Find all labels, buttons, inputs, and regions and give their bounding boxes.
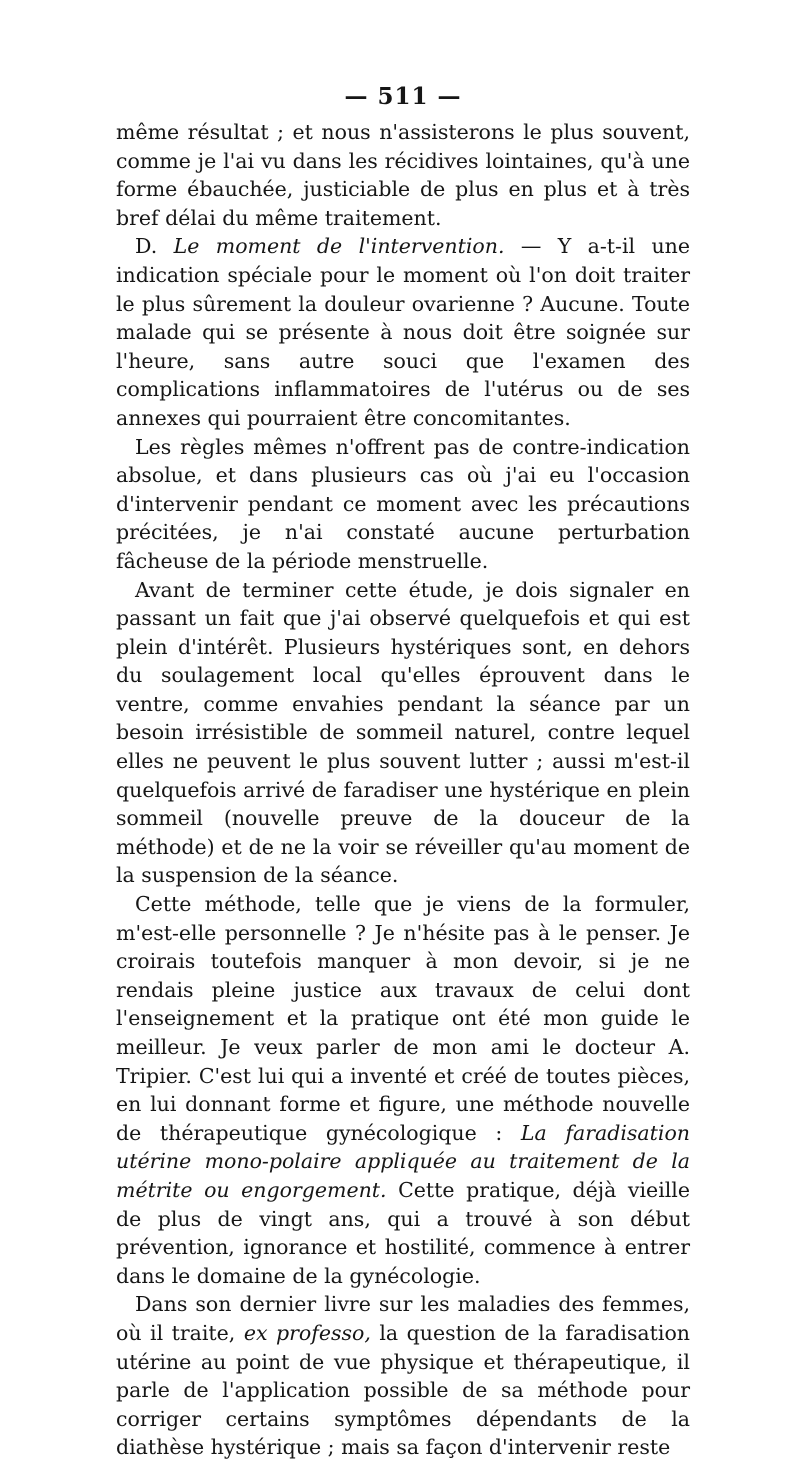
paragraph-text: Cette pratique, déjà vieille de plus de vingt ans, qui a trouvé à son début prévention, ignorance et hostilité, commence à entrer dans le domaine de la gynécologie. <box>116 1177 690 1288</box>
paragraph-dernier-livre <box>116 1290 690 1462</box>
section-title: Le moment de l'intervention. <box>173 234 505 259</box>
paragraph-text: Dans son dernier livre sur les maladies des femmes, où il traite, <box>116 1292 690 1345</box>
page-number: — 511 — <box>344 83 462 110</box>
paragraph-text: Avant de terminer cette étude, je dois signaler en passant un fait que j'ai observé quelquefois et qui est plein d'intérêt. Plusieurs hystériques sont, en dehors du soulagement local qu'elles éprouvent dans le ventre, comme envahies pendant la séance par un besoin irrésistible de sommeil naturel, contre lequel elles ne peuvent le plus souvent lutter ; aussi m'est-il quelquefois arrivé de faradiser une hystérique en plein sommeil (nouvelle preuve de la douceur de la méthode) et de ne la voir se réveiller qu'au moment de la suspension de la séance. <box>116 577 690 888</box>
paragraph-text: Cette méthode, telle que je viens de la formuler, m'est-elle personnelle ? Je n'hésite pas à le penser. Je croirais toutefois manquer à mon devoir, si je ne rendais pleine justice aux travaux de celui dont l'enseignement et la pratique ont été mon guide le meilleur. Je veux parler de mon ami le docteur A. Tripier. C'est lui qui a inventé et créé de toutes pièces, en lui donnant forme et figure, une méthode nouvelle de thérapeutique gynécologique : <box>116 892 690 1145</box>
book-page <box>116 82 690 1462</box>
paragraph-text: même résultat ; et nous n'assisterons le plus souvent, comme je l'ai vu dans les récidives lointaines, qu'à une forme ébauchée, justiciable de plus en plus et à très bref délai du même traitement. <box>116 120 690 230</box>
italic-phrase: ex professo, <box>243 1320 371 1345</box>
italic-title: La faradisation utérine mono-polaire appliquée au traitement de la métrite ou engorgement. <box>116 1120 690 1202</box>
paragraph-avant-de-terminer <box>116 576 690 891</box>
paragraph-text: Les règles mêmes n'offrent pas de contre-indication absolue, et dans plusieurs cas où j'ai eu l'occasion d'intervenir pendant ce moment avec les précautions précitées, je n'ai constaté aucune perturbation fâcheuse de la période menstruelle. <box>116 434 690 573</box>
paragraph-section-d <box>116 232 690 432</box>
paragraph-continuation <box>116 118 690 232</box>
paragraph-cette-methode <box>116 890 690 1290</box>
paragraph-text: la question de la faradisation utérine au point de vue physique et thérapeutique, il parle de l'application possible de sa méthode pour corriger certains symptômes dépendants de la diathèse hystérique ; mais sa façon d'intervenir reste <box>116 1320 690 1460</box>
paragraph-regles <box>116 433 690 576</box>
paragraph-text: — Y a-t-il une indication spéciale pour le moment où l'on doit traiter le plus sûrement la douleur ovarienne ? Aucune. Toute malade qui se présente à nous doit être soignée sur l'heure, sans autre souci que l'examen des complications inflammatoires de l'utérus ou de ses annexes qui pourraient être concomitantes. <box>116 234 690 430</box>
section-label: D. <box>135 234 158 259</box>
